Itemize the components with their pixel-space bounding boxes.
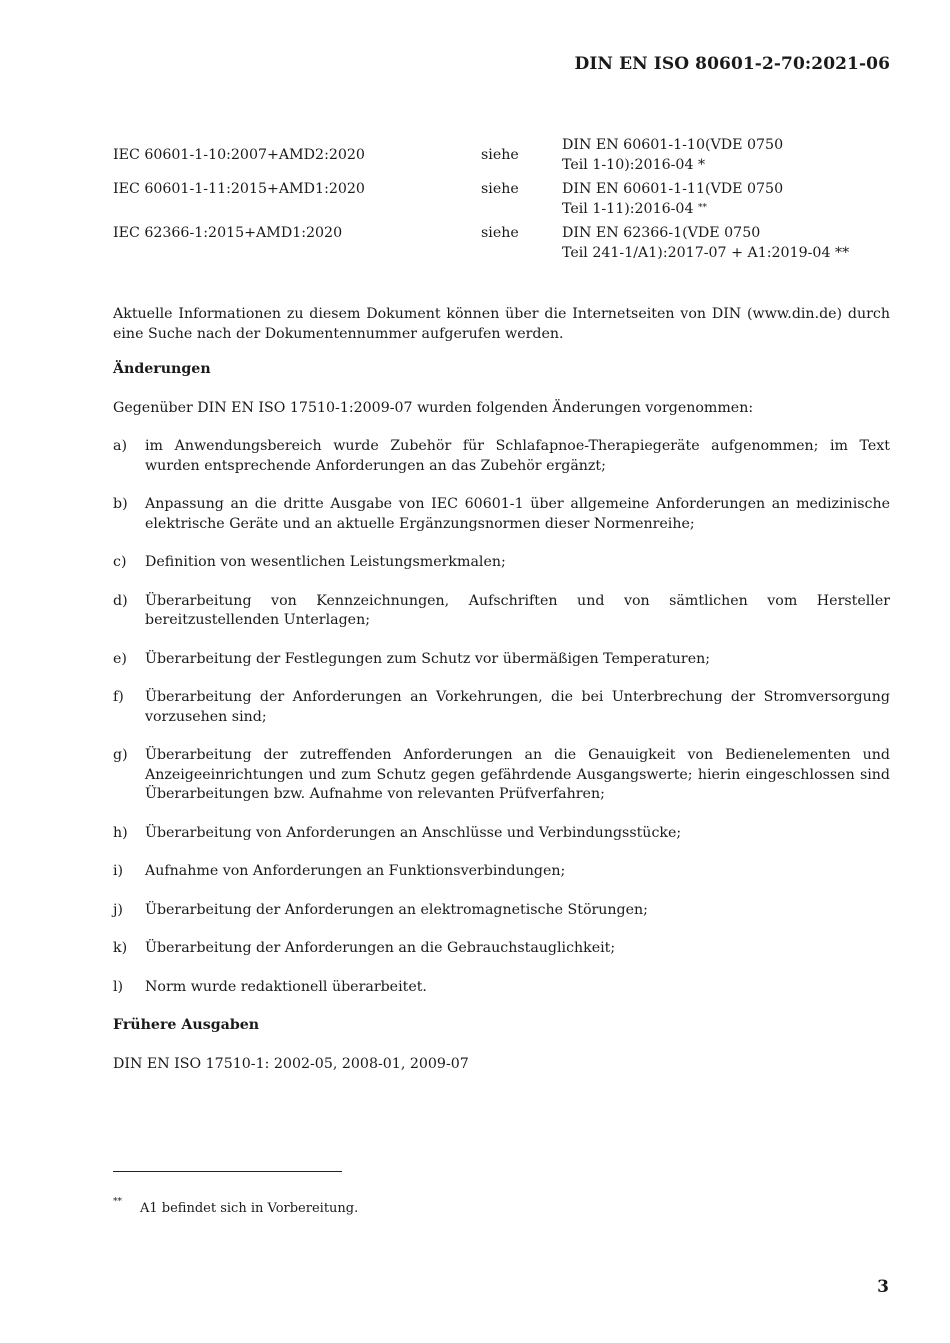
list-item-label: l) (113, 978, 124, 995)
list-item-text: im Anwendungsbereich wurde Zubehör für Schlafapnoe-Therapiegeräte aufgenommen; im Text wurden entsprechende Anforderungen an das Zubehör ergänzt; (145, 438, 890, 474)
iec-reference: IEC 62366-1:2015+AMD1:2020 (113, 225, 343, 241)
footnote-text: A1 befindet sich in Vorbereitung. (140, 1201, 359, 1216)
list-item (113, 901, 890, 921)
list-item (113, 746, 890, 805)
din-reference-line2: Teil 1-10):2016-04 * (562, 156, 706, 173)
din-reference-line1: DIN EN 60601-1-10(VDE 0750 (562, 137, 784, 153)
list-item-label: e) (113, 650, 127, 667)
page-content (113, 136, 890, 1074)
changes-list (113, 437, 890, 997)
see-label: siehe (481, 225, 519, 241)
din-reference (562, 180, 890, 224)
footnote-marker: ** (113, 1197, 122, 1207)
list-item (113, 862, 890, 882)
list-item-label: h) (113, 824, 128, 841)
list-item-label: j) (113, 901, 123, 918)
list-item-text: Überarbeitung der Anforderungen an Vorkehrungen, die bei Unterbrechung der Stromversorgung vorzusehen sind; (145, 689, 890, 725)
list-item (113, 495, 890, 534)
list-item-label: g) (113, 747, 128, 763)
list-item (113, 553, 890, 573)
list-item-label: a) (113, 438, 127, 454)
previous-editions-text: DIN EN ISO 17510-1: 2002-05, 2008-01, 2009-07 (113, 1055, 469, 1072)
see-label: siehe (481, 181, 519, 197)
list-item-text: Norm wurde redaktionell überarbeitet. (145, 978, 427, 995)
footnote-separator (113, 1171, 342, 1172)
list-item-label: i) (113, 863, 124, 879)
changes-intro: Gegenüber DIN EN ISO 17510-1:2009-07 wurden folgenden Änderungen vorgenommen: (113, 399, 754, 416)
list-item-text: Überarbeitung der Anforderungen an elektromagnetische Störungen; (145, 901, 648, 918)
list-item (113, 688, 890, 727)
list-item (113, 978, 890, 998)
din-reference-line1: DIN EN 60601-1-11(VDE 0750 (562, 181, 784, 197)
reference-row (113, 224, 890, 268)
previous-editions-heading: Frühere Ausgaben (113, 1017, 260, 1033)
list-item-text: Anpassung an die dritte Ausgabe von IEC 60601-1 über allgemeine Anforderungen an medizinische elektrische Geräte und an aktuelle Ergänzungsnormen dieser Normenreihe; (145, 496, 890, 532)
list-item (113, 650, 890, 670)
list-item-text: Aufnahme von Anforderungen an Funktionsverbindungen; (145, 863, 566, 879)
list-item (113, 824, 890, 844)
reference-row (113, 180, 890, 224)
list-item-label: k) (113, 940, 128, 956)
iec-reference: IEC 60601-1-10:2007+AMD2:2020 (113, 147, 365, 163)
list-item (113, 437, 890, 476)
info-paragraph: Aktuelle Informationen zu diesem Dokument können über die Internetseiten von DIN (www.din.de) durch eine Suche nach der Dokumentennummer aufgerufen werden. (113, 306, 890, 342)
list-item-text: Überarbeitung der zutreffenden Anforderungen an die Genauigkeit von Bedienelementen und Anzeigeeinrichtungen und zum Schutz gegen gefährdende Ausgangswerte; hierin eingeschlossen sind Überarbeitungen bzw. Aufnahme von relevanten Prüfverfahren; (145, 747, 890, 802)
list-item-text: Überarbeitung der Festlegungen zum Schutz vor übermäßigen Temperaturen; (145, 650, 711, 667)
list-item (113, 592, 890, 631)
iec-reference: IEC 60601-1-11:2015+AMD1:2020 (113, 181, 365, 197)
list-item (113, 939, 890, 959)
din-reference-line2: Teil 241-1/A1):2017-07 + A1:2019-04 ** (562, 244, 850, 261)
list-item-text: Überarbeitung von Kennzeichnungen, Aufschriften und von sämtlichen vom Hersteller bereitzustellenden Unterlagen; (145, 592, 890, 628)
reference-table (113, 136, 890, 268)
reference-row (113, 136, 890, 180)
see-label: siehe (481, 147, 519, 163)
list-item-label: b) (113, 496, 128, 512)
list-item-label: f) (113, 689, 124, 705)
list-item-label: c) (113, 554, 127, 570)
list-item-text: Überarbeitung der Anforderungen an die Gebrauchstauglichkeit; (145, 940, 616, 956)
din-reference (562, 136, 890, 180)
din-reference-line1: DIN EN 62366-1(VDE 0750 (562, 225, 761, 241)
din-reference (562, 224, 890, 268)
list-item-label: d) (113, 592, 128, 609)
list-item-text: Definition von wesentlichen Leistungsmerkmalen; (145, 554, 506, 570)
list-item-text: Überarbeitung von Anforderungen an Anschlüsse und Verbindungsstücke; (145, 824, 682, 841)
din-reference-line2: Teil 1-11):2016-04 ** (562, 200, 707, 217)
page-number: 3 (877, 1277, 889, 1297)
footnote-reference-marker: ** (698, 202, 707, 213)
footnote (113, 1197, 359, 1217)
changes-heading: Änderungen (113, 361, 211, 377)
document-header-id: DIN EN ISO 80601-2-70:2021-06 (574, 54, 890, 74)
